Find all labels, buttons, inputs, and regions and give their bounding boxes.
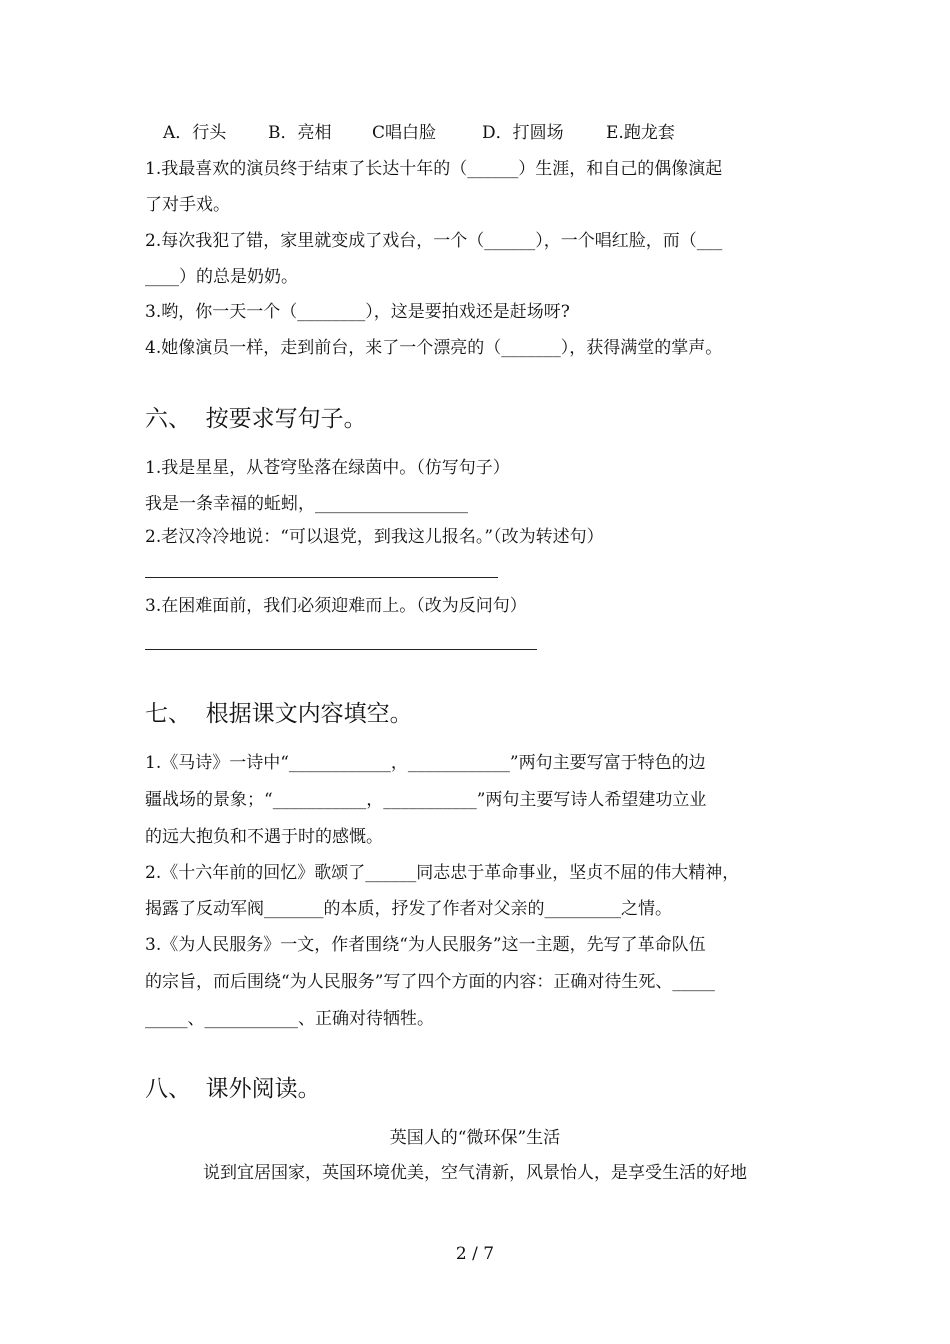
- q7-line-8: _____、___________、正确对待牺牲。: [145, 1009, 434, 1029]
- section-8-heading: 八、 课外阅读。: [145, 1076, 321, 1102]
- q6-line-4: 3.在困难面前，我们必须迎难而上。（改为反问句）: [145, 596, 527, 616]
- option-b: B．亮相: [268, 123, 332, 143]
- q5-line-4: ____）的总是奶奶。: [145, 267, 298, 287]
- page-number: 2 / 7: [455, 1244, 495, 1264]
- q5-line-2: 了对手戏。: [145, 195, 230, 215]
- article-first-line: 说到宜居国家，英国环境优美，空气清新，风景怡人，是享受生活的好地: [203, 1163, 747, 1183]
- q7-line-1: 1.《马诗》一诗中“____________，____________”两句主要写富于特色的边: [145, 753, 706, 773]
- article-title: 英国人的“微环保”生活: [389, 1128, 561, 1148]
- section-6-heading: 六、 按要求写句子。: [145, 406, 367, 432]
- option-c: C唱白脸: [372, 123, 437, 143]
- q7-line-6: 3.《为人民服务》一文，作者围绕“为人民服务”这一主题，先写了革命队伍: [145, 935, 706, 955]
- q5-line-3: 2.每次我犯了错，家里就变成了戏台，一个（______），一个唱红脸，而（___: [145, 231, 723, 251]
- section-7-heading: 七、 根据课文内容填空。: [145, 701, 413, 727]
- q7-line-5: 揭露了反动军阀_______的本质，抒发了作者对父亲的_________之情。: [145, 899, 672, 919]
- q5-line-1: 1.我最喜欢的演员终于结束了长达十年的（______）生涯，和自己的偶像演起: [145, 159, 723, 179]
- q6-line-2: 我是一条幸福的蚯蚓，__________________: [145, 494, 468, 514]
- q7-line-3: 的远大抱负和不遇于时的感慨。: [145, 827, 383, 847]
- answer-line-1: [145, 577, 498, 578]
- q6-line-3: 2.老汉冷冷地说：“可以退党，到我这儿报名。”（改为转述句）: [145, 527, 604, 547]
- q6-line-1: 1.我是星星，从苍穹坠落在绿茵中。（仿写句子）: [145, 458, 510, 478]
- option-d: D．打圆场: [482, 123, 564, 143]
- q7-line-4: 2.《十六年前的回忆》歌颂了______同志忠于革命事业，坚贞不屈的伟大精神，: [145, 863, 740, 883]
- q7-line-7: 的宗旨，而后围绕“为人民服务”写了四个方面的内容：正确对待生死、_____: [145, 972, 715, 992]
- q7-line-2: 疆战场的景象；“___________，___________”两句主要写诗人希望建功立业: [145, 790, 707, 810]
- option-a: A．行头: [163, 123, 227, 143]
- q5-line-6: 4.她像演员一样，走到前台，来了一个漂亮的（_______），获得满堂的掌声。: [145, 338, 723, 358]
- q5-line-5: 3.哟，你一天一个（________），这是要拍戏还是赶场呀?: [145, 302, 570, 322]
- answer-line-2: [145, 649, 537, 650]
- option-e: E.跑龙套: [606, 123, 675, 143]
